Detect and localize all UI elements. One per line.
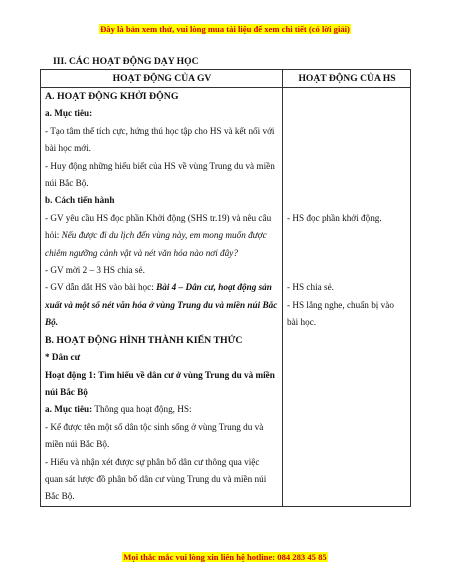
activity-1-objective	[45, 401, 279, 418]
procedure-step-1	[45, 210, 279, 262]
procedure-step-3	[45, 279, 279, 331]
header-teacher: HOẠT ĐỘNG CỦA GV	[41, 70, 283, 88]
procedure-label: b. Cách tiến hành	[45, 195, 115, 206]
procedure-step-1-text: - GV yêu cầu HS đọc phần Khởi động (SHS tr.19) và nêu câu hỏi:	[45, 212, 272, 241]
procedure-step-1-question: Nếu được đi du lịch đến vùng này, em mong muốn được chiêm ngưỡng cảnh vật và nét văn hóa nào nơi đây?	[45, 230, 267, 258]
part-a-objective-label: a. Mục tiêu:	[45, 108, 93, 119]
procedure-step-3-text: - GV dẫn dắt HS vào bài học:	[45, 282, 157, 293]
teacher-column	[41, 88, 283, 507]
hotline-footer-text: Mọi thắc mắc vui lòng xin liên hệ hotline: 084 283 45 85	[123, 552, 327, 562]
procedure-step-2: - GV mời 2 – 3 HS chia sẻ.	[45, 265, 145, 276]
part-b-title: B. HOẠT ĐỘNG HÌNH THÀNH KIẾN THỨC	[45, 334, 243, 346]
table-row	[41, 88, 411, 507]
activity-1-objective-label: a. Mục tiêu:	[45, 404, 93, 415]
activity-1-objective-2: - Hiểu và nhận xét được sự phân bố dân cư thông qua việc quan sát lược đồ phân bố dân cư vùng Trung du và miền núi Bắc Bộ.	[45, 456, 267, 502]
header-student: HOẠT ĐỘNG CỦA HS	[283, 70, 411, 88]
lesson-title: Bài 4 – Dân cư, hoạt động sản xuất và một số nét văn hóa ở vùng Trung du và miền núi Bắc Bộ.	[45, 282, 278, 328]
student-action-3: - HS lắng nghe, chuẩn bị vào bài học.	[287, 299, 394, 328]
table-header-row	[41, 70, 411, 88]
preview-banner-text: Đây là bản xem thử, vui lòng mua tài liệu để xem chi tiết (có lời giải)	[100, 24, 350, 34]
student-action-1: - HS đọc phần khởi động.	[287, 212, 382, 223]
activity-1-objective-1: - Kể được tên một số dân tộc sinh sống ở vùng Trung du và miền núi Bắc Bộ.	[45, 421, 264, 450]
activity-1-title: Hoạt động 1: Tìm hiểu về dân cư ở vùng Trung du và miền núi Bắc Bộ	[45, 369, 275, 397]
hotline-footer	[0, 552, 450, 562]
activity-table	[40, 69, 411, 507]
preview-banner	[0, 24, 450, 34]
student-column	[283, 88, 411, 507]
part-a-objective-1: - Tạo tâm thế tích cực, hứng thú học tập cho HS và kết nối với bài học mới.	[45, 125, 275, 154]
part-a-objective-2: - Huy động những hiểu biết của HS về vùng Trung du và miền núi Bắc Bộ.	[45, 160, 275, 189]
population-subheading: * Dân cư	[45, 352, 81, 363]
section-heading: III. CÁC HOẠT ĐỘNG DẠY HỌC	[53, 56, 199, 67]
part-a-title: A. HOẠT ĐỘNG KHỞI ĐỘNG	[45, 91, 179, 102]
student-action-2: - HS chia sẻ.	[287, 282, 334, 293]
activity-1-objective-text: Thông qua hoạt động, HS:	[92, 404, 192, 415]
